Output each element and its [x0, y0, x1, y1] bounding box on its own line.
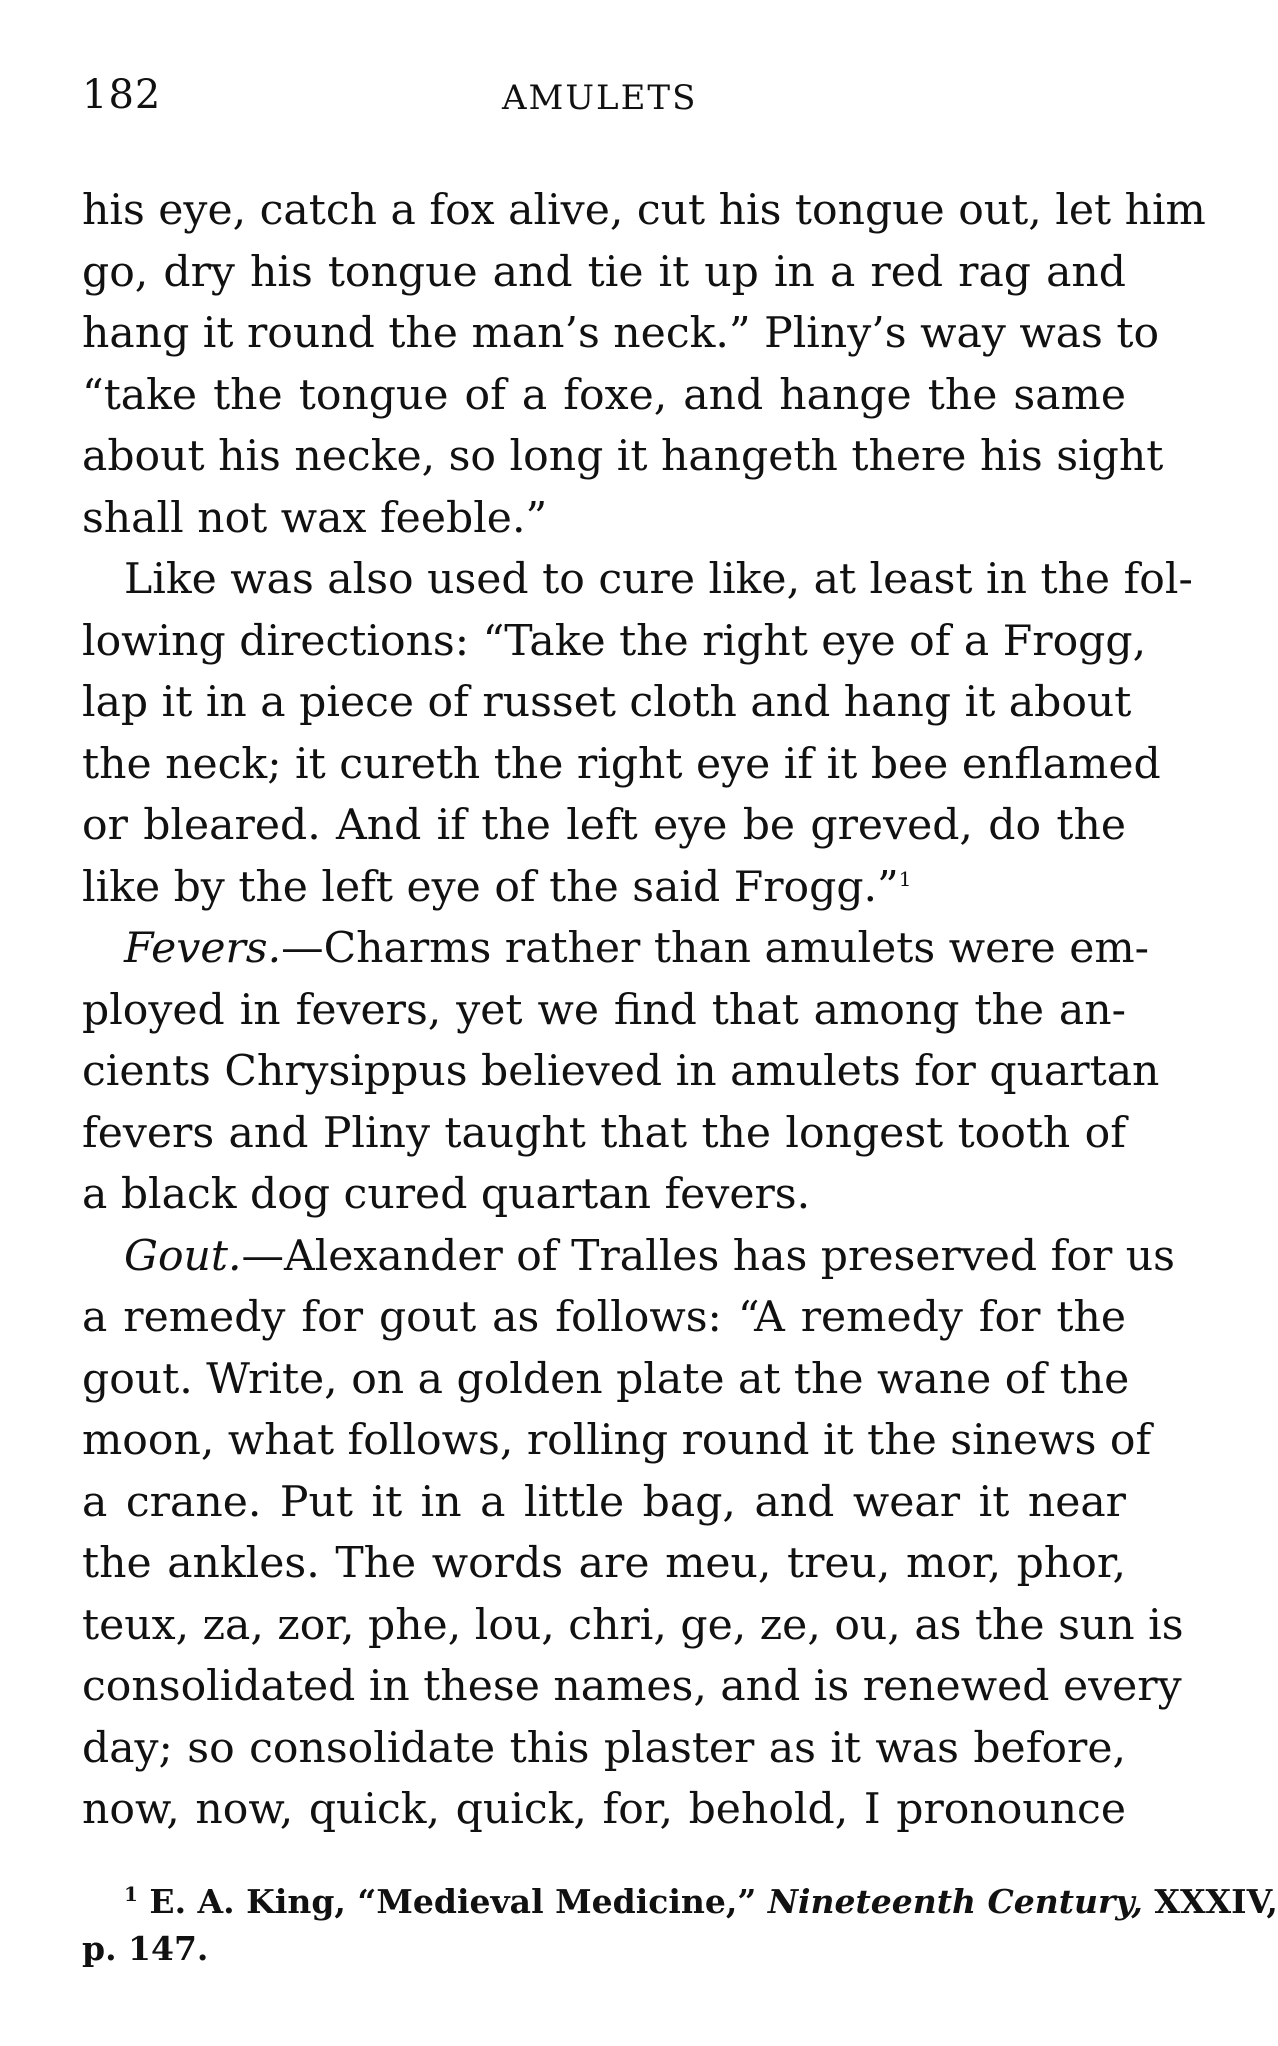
text-line: his eye, catch a fox alive, cut his tongue out, let him: [82, 186, 1206, 235]
line-text: —Alexander of Tralles has preserved for us: [241, 1231, 1175, 1281]
footnote-journal: Nineteenth Century,: [767, 1882, 1143, 1921]
text-line: the ankles. The words are meu, treu, mor, phor,: [82, 1539, 1126, 1588]
footnote: [82, 1878, 1278, 1972]
text-line: [82, 918, 1150, 980]
body-text: [82, 180, 1206, 1841]
text-line: day; so consolidate this plaster as it was before,: [82, 1723, 1126, 1773]
text-line: fevers and Pliny taught that the longest tooth of: [82, 1108, 1126, 1158]
text-line: [82, 1226, 1175, 1288]
footnote-line: [82, 1878, 1278, 1925]
text-line: lowing directions: “Take the right eye of a Frogg,: [82, 616, 1147, 666]
text-line: the neck; it cureth the right eye if it bee enflamed: [82, 739, 1161, 789]
text-line: shall not wax feeble.”: [82, 493, 548, 543]
running-head: AMULETS: [502, 78, 698, 118]
text-line: “take the tongue of a foxe, and hange the same: [82, 370, 1126, 420]
section-head-gout: Gout.: [124, 1231, 242, 1281]
text-line: lap it in a piece of russet cloth and hang it about: [82, 678, 1132, 727]
text-line: ployed in fevers, yet we find that among the an-: [82, 985, 1126, 1035]
text-line: a remedy for gout as follows: “A remedy for the: [82, 1293, 1126, 1342]
text-line: about his necke, so long it hangeth there his sight: [82, 432, 1164, 481]
text-line: a crane. Put it in a little bag, and wear it near: [82, 1477, 1126, 1527]
footnote-volume: XXXIV,: [1154, 1882, 1278, 1921]
footnote-reference: 1: [898, 866, 912, 891]
text-line: now, now, quick, quick, for, behold, I pronounce: [82, 1785, 1126, 1834]
footnote-marker: 1: [124, 1882, 138, 1906]
footnote-line: p. 147.: [82, 1929, 209, 1968]
page-header: [82, 72, 1122, 132]
text-line: consolidated in these names, and is renewed every: [82, 1662, 1182, 1711]
text-line: hang it round the man’s neck.” Pliny’s way was to: [82, 309, 1160, 358]
text-line: cients Chrysippus believed in amulets for quartan: [82, 1047, 1160, 1096]
text-line: go, dry his tongue and tie it up in a red rag and: [82, 247, 1126, 297]
text-line: gout. Write, on a golden plate at the wane of the: [82, 1354, 1130, 1404]
text-line: a black dog cured quartan fevers.: [82, 1170, 811, 1219]
line-text: like by the left eye of the said Frogg.”: [82, 862, 899, 912]
text-line: moon, what follows, rolling round it the sinews of: [82, 1416, 1152, 1465]
footnote-author: E. A. King, “Medieval Medicine,”: [149, 1882, 757, 1921]
text-line: teux, za, zor, phe, lou, chri, ge, ze, ou, as the sun is: [82, 1600, 1184, 1650]
page-number: 182: [82, 72, 162, 118]
text-line: [82, 857, 1126, 919]
section-head-fevers: Fevers.: [124, 924, 282, 973]
line-text: —Charms rather than amulets were em-: [281, 924, 1150, 973]
text-line: or bleared. And if the left eye be greved, do the: [82, 801, 1126, 850]
text-line: Like was also used to cure like, at least in the fol-: [124, 555, 1193, 604]
